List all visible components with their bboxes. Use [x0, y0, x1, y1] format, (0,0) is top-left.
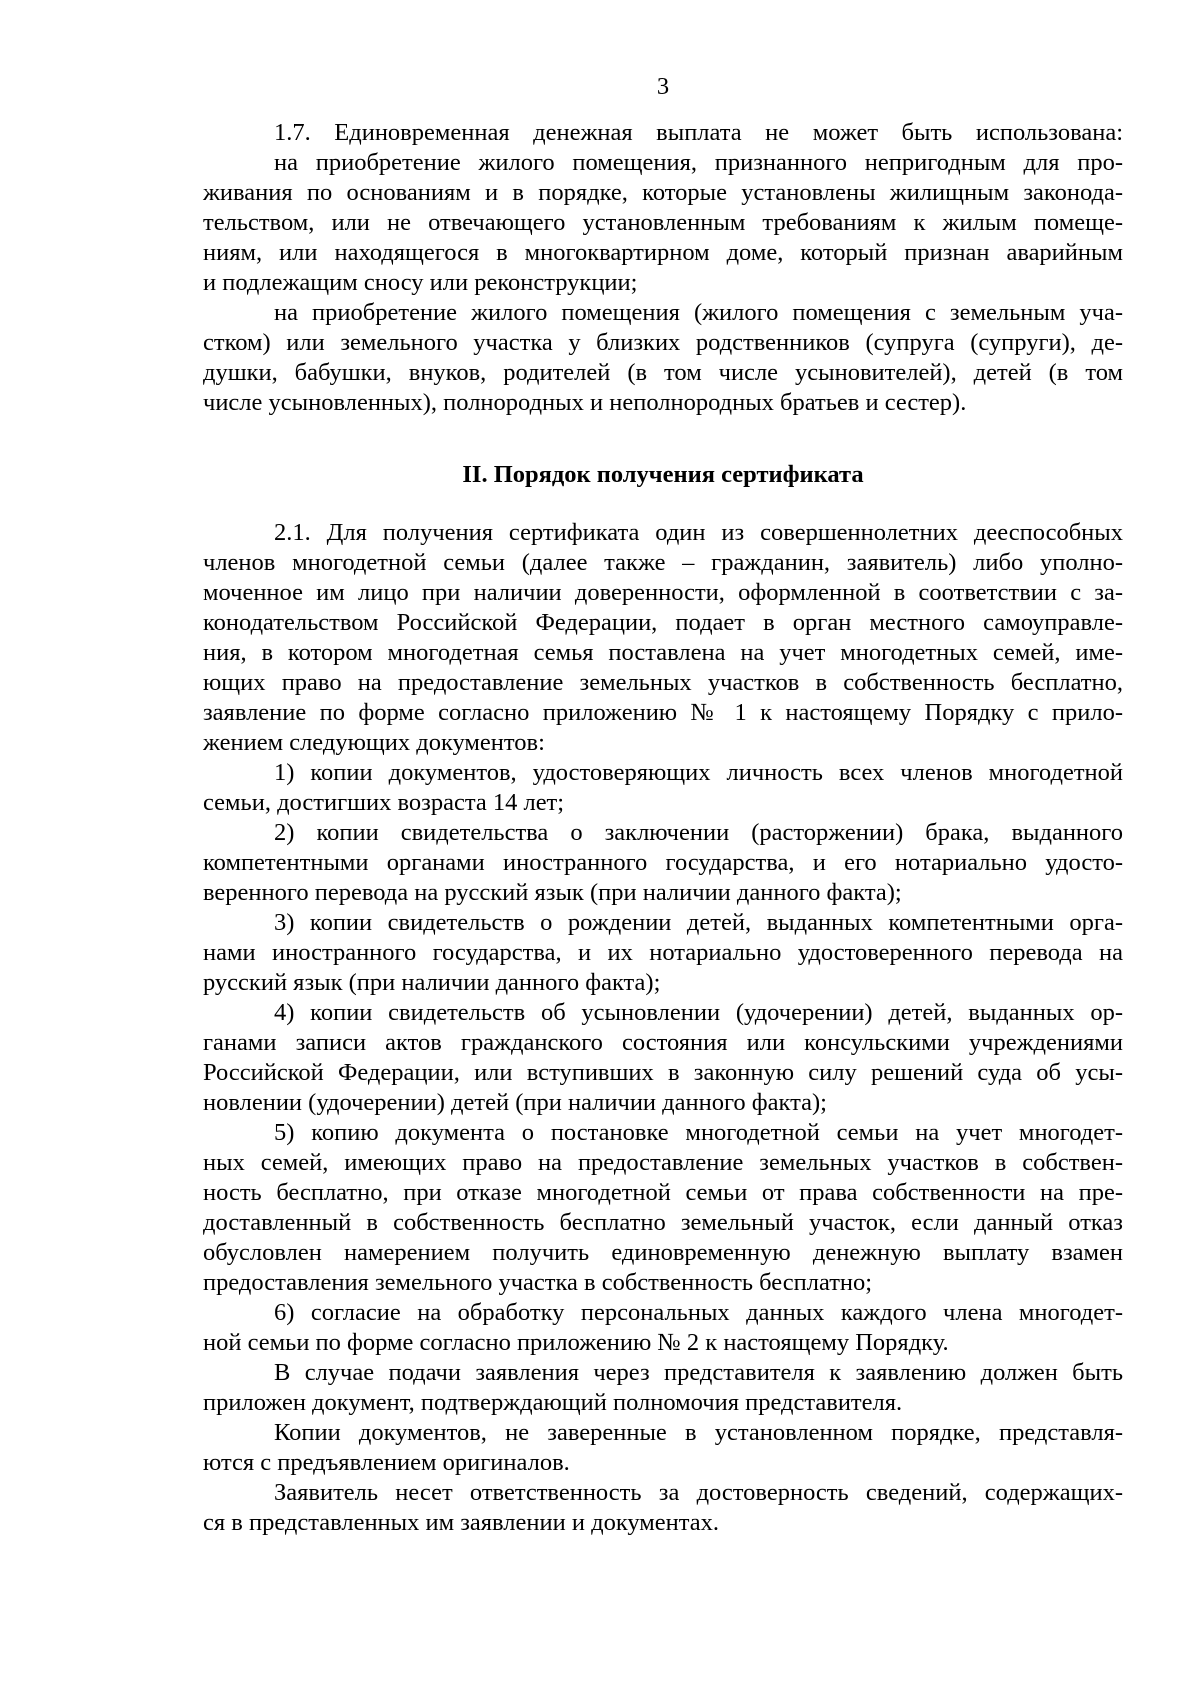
text-line: членов многодетной семьи (далее также – гражданин, заявитель) либо уполно- — [203, 549, 1123, 576]
text-line: 1) копии документов, удостоверяющих личность всех членов многодетной — [274, 759, 1123, 786]
text-line: конодательством Российской Федерации, подает в орган местного самоуправле- — [203, 609, 1123, 636]
page-number: 3 — [656, 73, 670, 100]
text-line: на приобретение жилого помещения, признанного непригодным для про- — [274, 149, 1123, 176]
text-line: заявление по форме согласно приложению № 1 к настоящему Порядку с прило- — [203, 699, 1123, 726]
text-line: ются с предъявлением оригиналов. — [203, 1449, 570, 1476]
text-line: 6) согласие на обработку персональных данных каждого члена многодет- — [274, 1299, 1123, 1326]
text-line: ниям, или находящегося в многоквартирном доме, который признан аварийным — [203, 239, 1123, 266]
text-line: и подлежащим сносу или реконструкции; — [203, 269, 638, 296]
text-line: душки, бабушки, внуков, родителей (в том числе усыновителей), детей (в том — [203, 359, 1123, 386]
text-line: жением следующих документов: — [203, 729, 545, 756]
text-line: приложен документ, подтверждающий полномочия представителя. — [203, 1389, 903, 1416]
text-line: ной семьи по форме согласно приложению № 2 к настоящему Порядку. — [203, 1329, 949, 1356]
text-line: ность бесплатно, при отказе многодетной семьи от права собственности на пре- — [203, 1179, 1123, 1206]
text-line: доставленный в собственность бесплатно земельный участок, если данный отказ — [203, 1209, 1123, 1236]
text-line: ния, в котором многодетная семья поставлена на учет многодетных семей, име- — [203, 639, 1123, 666]
text-line: 2.1. Для получения сертификата один из совершеннолетних дееспособных — [274, 519, 1123, 546]
text-line: 3) копии свидетельств о рождении детей, выданных компетентными орга- — [274, 909, 1123, 936]
text-line: новлении (удочерении) детей (при наличии данного факта); — [203, 1089, 827, 1116]
text-line: стком) или земельного участка у близких родственников (супруга (супруги), де- — [203, 329, 1123, 356]
text-line: ющих право на предоставление земельных участков в собственность бесплатно, — [203, 669, 1123, 696]
text-line: русский язык (при наличии данного факта); — [203, 969, 661, 996]
text-line: Копии документов, не заверенные в установленном порядке, представля- — [274, 1419, 1123, 1446]
text-line: обусловлен намерением получить единовременную денежную выплату взамен — [203, 1239, 1123, 1266]
text-line: числе усыновленных), полнородных и неполнородных братьев и сестер). — [203, 389, 967, 416]
text-line: веренного перевода на русский язык (при наличии данного факта); — [203, 879, 902, 906]
text-line: семьи, достигших возраста 14 лет; — [203, 789, 565, 816]
text-line: на приобретение жилого помещения (жилого помещения с земельным уча- — [274, 299, 1123, 326]
text-line: тельством, или не отвечающего установленным требованиям к жилым помеще- — [203, 209, 1123, 236]
text-line: предоставления земельного участка в собственность бесплатно; — [203, 1269, 873, 1296]
text-line: ных семей, имеющих право на предоставление земельных участков в собствен- — [203, 1149, 1123, 1176]
text-line: Заявитель несет ответственность за достоверность сведений, содержащих- — [274, 1479, 1123, 1506]
text-line: ганами записи актов гражданского состояния или консульскими учреждениями — [203, 1029, 1123, 1056]
text-line: 2) копии свидетельства о заключении (расторжении) брака, выданного — [274, 819, 1123, 846]
text-line: 4) копии свидетельств об усыновлении (удочерении) детей, выданных ор- — [274, 999, 1123, 1026]
text-line: нами иностранного государства, и их нотариально удостоверенного перевода на — [203, 939, 1123, 966]
text-line: 5) копию документа о постановке многодетной семьи на учет многодет- — [274, 1119, 1123, 1146]
text-line: В случае подачи заявления через представителя к заявлению должен быть — [274, 1359, 1123, 1386]
text-line: моченное им лицо при наличии доверенности, оформленной в соответствии с за- — [203, 579, 1123, 606]
text-line: живания по основаниям и в порядке, которые установлены жилищным законода- — [203, 179, 1123, 206]
text-line: Российской Федерации, или вступивших в законную силу решений суда об усы- — [203, 1059, 1123, 1086]
section-heading: II. Порядок получения сертификата — [462, 461, 864, 488]
text-line: ся в представленных им заявлении и документах. — [203, 1509, 720, 1536]
text-line: 1.7. Единовременная денежная выплата не может быть использована: — [274, 119, 1123, 146]
text-line: компетентными органами иностранного государства, и его нотариально удосто- — [203, 849, 1123, 876]
